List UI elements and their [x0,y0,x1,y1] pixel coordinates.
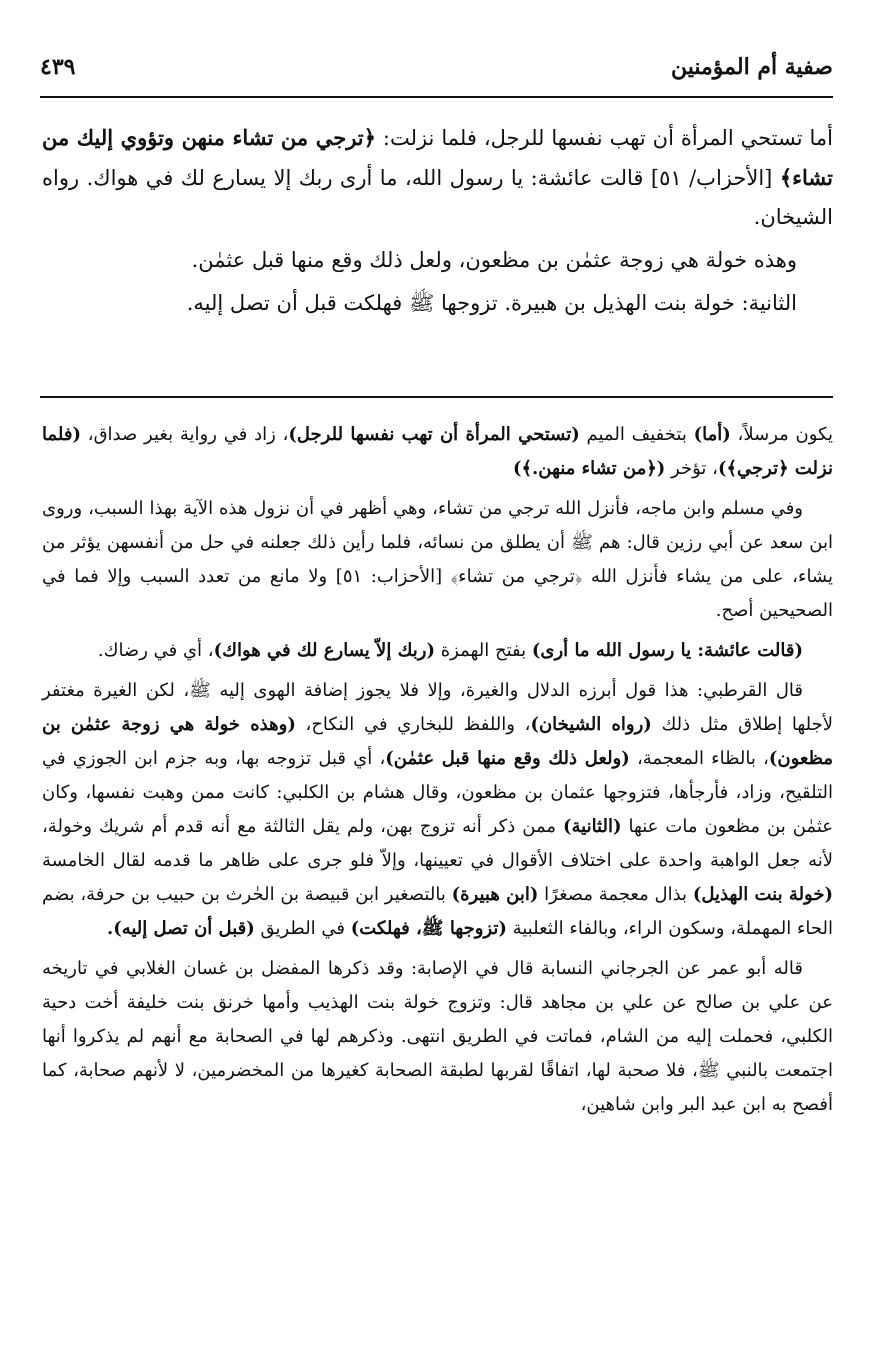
main-paragraph: الثانية: خولة بنت الهذيل بن هبيرة. تزوجها ﷺ فهلكت قبل أن تصل إليه. [186,291,797,315]
main-paragraph [42,118,833,237]
bold-quote-run: ﴿ترجي من تشاء منهن وتؤوي إليك من تشاء﴾ [42,125,833,190]
text-run: ممن ذكر أنه تزوج بهن، ولم يقل الثالثة مع أنه قدم أم شريك وخولة، لأنه جعل الواهبة واحدة على اختلاف الأقوال في تعيينها، وإلاّ فلو جرى على ظاهر ما قدمه لقال الخامسة [42,816,833,871]
commentary-text [42,418,833,1128]
text-run: بذال معجمة مصغرًا [538,884,693,905]
bold-quote-run: (وهذه خولة هي زوجة عثمٰن بن مظعون) [42,714,833,769]
bold-quote-run: (ولعل ذلك وقع منها قبل عثمٰن) [385,748,630,769]
bold-quote-run: (خولة بنت الهذيل) [692,884,833,905]
commentary-paragraph [42,492,833,628]
text-run: ، أي قبل تزوجه بها، وبه جزم ابن الجوزي في التلقيح، وزاد، فأرجأها، فتزوجها عثمان بن مظعون، وقال هشام بن الكلبي: كانت ممن وهبت نفسها، وكان عثمٰن بن مظعون مات عنها [42,748,833,837]
text-run: ، بالظاء المعجمة، [629,748,769,769]
text-run: [الأحزاب/ ٥١] قالت عائشة: يا رسول الله، ما أرى ربك إلا يسارع لك في هواك. رواه الشيخان. [42,166,833,229]
text-run: يكون مرسلاً، [730,424,834,445]
text-run: ، واللفظ للبخاري في النكاح، [295,714,531,735]
bold-quote-run: (قبل أن تصل إليه). [106,918,255,939]
text-run: قال القرطبي: هذا قول أبرزه الدلال والغيرة، وإلا فلا يجوز إضافة الهوى إليه ﷺ، لكن الغيرة مغتفر لأجلها إطلاق مثل ذلك [42,680,833,735]
page-number: ٤٣٩ [40,54,76,80]
running-title: صفية أم المؤمنين [670,54,833,80]
commentary-paragraph [42,634,833,668]
bold-quote-run: (ابن هبيرة) [451,884,539,905]
page-header [40,44,833,90]
bold-quote-run: (تستحي المرأة أن تهب نفسها للرجل) [288,424,580,445]
commentary-paragraph [42,418,833,486]
bold-quote-run: (أما) [693,424,731,445]
commentary-paragraph [42,952,833,1122]
text-run: ، أي في رضاك. [97,640,214,661]
bold-quote-run: (الثانية) [562,816,622,837]
bold-quote-run: (قالت عائشة: يا رسول الله ما أرى) [531,640,803,661]
bold-quote-run: (فلما نزلت ﴿ترجي﴾) [42,424,833,479]
text-run: بتخفيف الميم [579,424,694,445]
text-run: قاله أبو عمر عن الجرجاني النسابة قال في الإصابة: وقد ذكرها المفضل بن غسان الغلابي في تاريخه عن علي بن صالح عن علي بن مجاهد قال: وتزوج خولة بنت الهذيب وأمها خرنق بنت خليفة أخت دحية الكلبي، فحملت إليه من الشام، فماتت في الطريق انتهى. وذكرهم لها في الصحابة مع أنهم لم يذكروا أنها اجتمعت بالنبي ﷺ، فلا صحبة لها، اتفاقًا لقربها لطبقة الصحابة كغيرها من المخضرمين، لا لأنهم صحابة، كما أفصح به ابن عبد البر وابن شاهين، [42,958,833,1115]
text-run: بفتح الهمزة [434,640,532,661]
main-paragraph: وهذه خولة هي زوجة عثمٰن بن مظعون، ولعل ذلك وقع منها قبل عثمٰن. [191,248,797,272]
bold-quote-run: (تزوجها ﷺ، فهلكت) [350,918,507,939]
header-divider [40,96,833,98]
text-run: في الطريق [254,918,351,939]
text-run: ، تؤخر [665,458,718,479]
commentary-divider [40,396,833,398]
text-run: أما تستحي المرأة أن تهب نفسها للرجل، فلما نزلت: [375,126,833,150]
bold-quote-run: (رواه الشيخان) [530,714,652,735]
main-text [42,118,833,323]
bold-quote-run: (﴿من تشاء منهن.﴾) [512,458,666,479]
commentary-paragraph [42,674,833,946]
text-run: وفي مسلم وابن ماجه، فأنزل الله ترجي من تشاء، وهي أظهر في أن نزول هذه الآية بهذا السبب، وروى ابن سعد عن أبي رزين قال: هم ﷺ أن يطلق من نسائه، فلما رأين ذلك جعلنه في حل من أنفسهن يؤثر من يشاء، على من يشاء فأنزل الله ﴿ترجي من تشاء﴾ [الأحزاب: ٥١] ولا مانع من تعدد السبب وإلا فما في الصحيحين أصح. [42,498,833,621]
text-run: بالتصغير ابن قبيصة بن الحٰرث بن حبيب بن حرفة، بضم الحاء المهملة، وسكون الراء، وبالفاء الثعلبية [42,884,833,939]
text-run: ، زاد في رواية بغير صداق، [80,424,289,445]
bold-quote-run: (ربك إلاّ يسارع لك في هواك) [213,640,435,661]
